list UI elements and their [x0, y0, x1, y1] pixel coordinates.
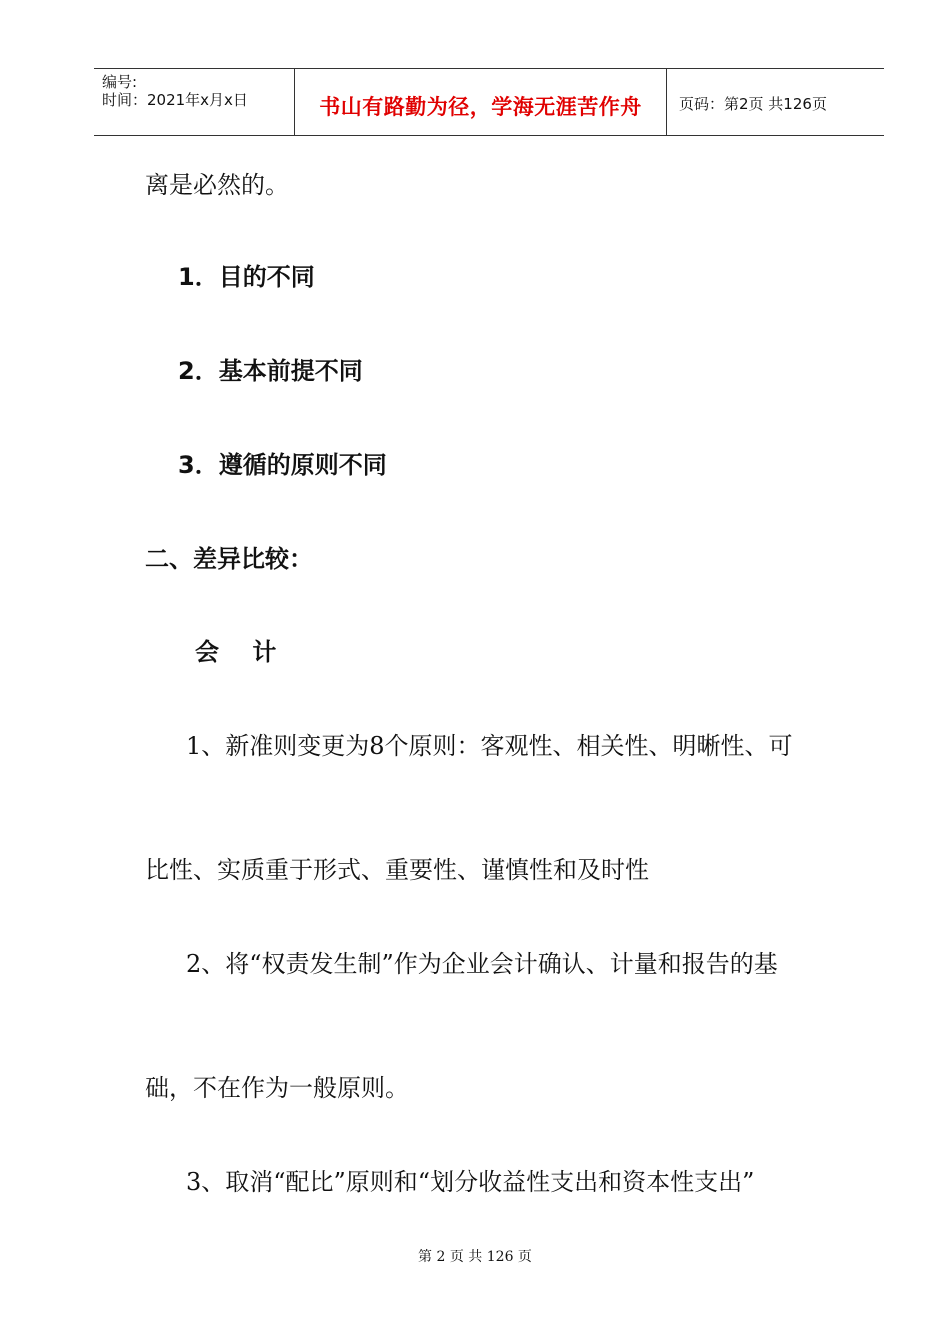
paragraph-2-line-1: 2、将“权责发生制”作为企业会计确认、计量和报告的基 [186, 950, 778, 978]
list-item-purpose: 1．目的不同 [178, 263, 315, 291]
section-heading: 二、差异比较： [145, 545, 313, 573]
paragraph-3-line-1: 3、取消“配比”原则和“划分收益性支出和资本性支出” [186, 1168, 755, 1196]
paragraph-1-line-1: 1、新准则变更为8个原则：客观性、相关性、明晰性、可 [186, 732, 793, 760]
list-item-principles: 3．遵循的原则不同 [178, 451, 387, 479]
time-label: 时间：2021年x月x日 [102, 91, 248, 109]
page-code: 页码：第2页 共126页 [679, 95, 827, 113]
page-footer: 第 2 页 共 126 页 [418, 1249, 532, 1265]
paragraph-1-line-2: 比性、实质重于形式、重要性、谨慎性和及时性 [145, 856, 649, 884]
subheading-accounting: 会 计 [195, 638, 277, 666]
header-page-cell [667, 69, 884, 135]
serial-number-label: 编号: [102, 73, 138, 91]
body-line: 离是必然的。 [145, 171, 289, 199]
paragraph-2-line-2: 础，不在作为一般原则。 [145, 1074, 409, 1102]
motto-text: 书山有路勤为径，学海无涯苦作舟 [319, 95, 642, 119]
header-info-cell [94, 69, 294, 135]
page-header [94, 68, 884, 136]
list-item-premise: 2．基本前提不同 [178, 357, 363, 385]
header-motto-cell [294, 69, 667, 135]
